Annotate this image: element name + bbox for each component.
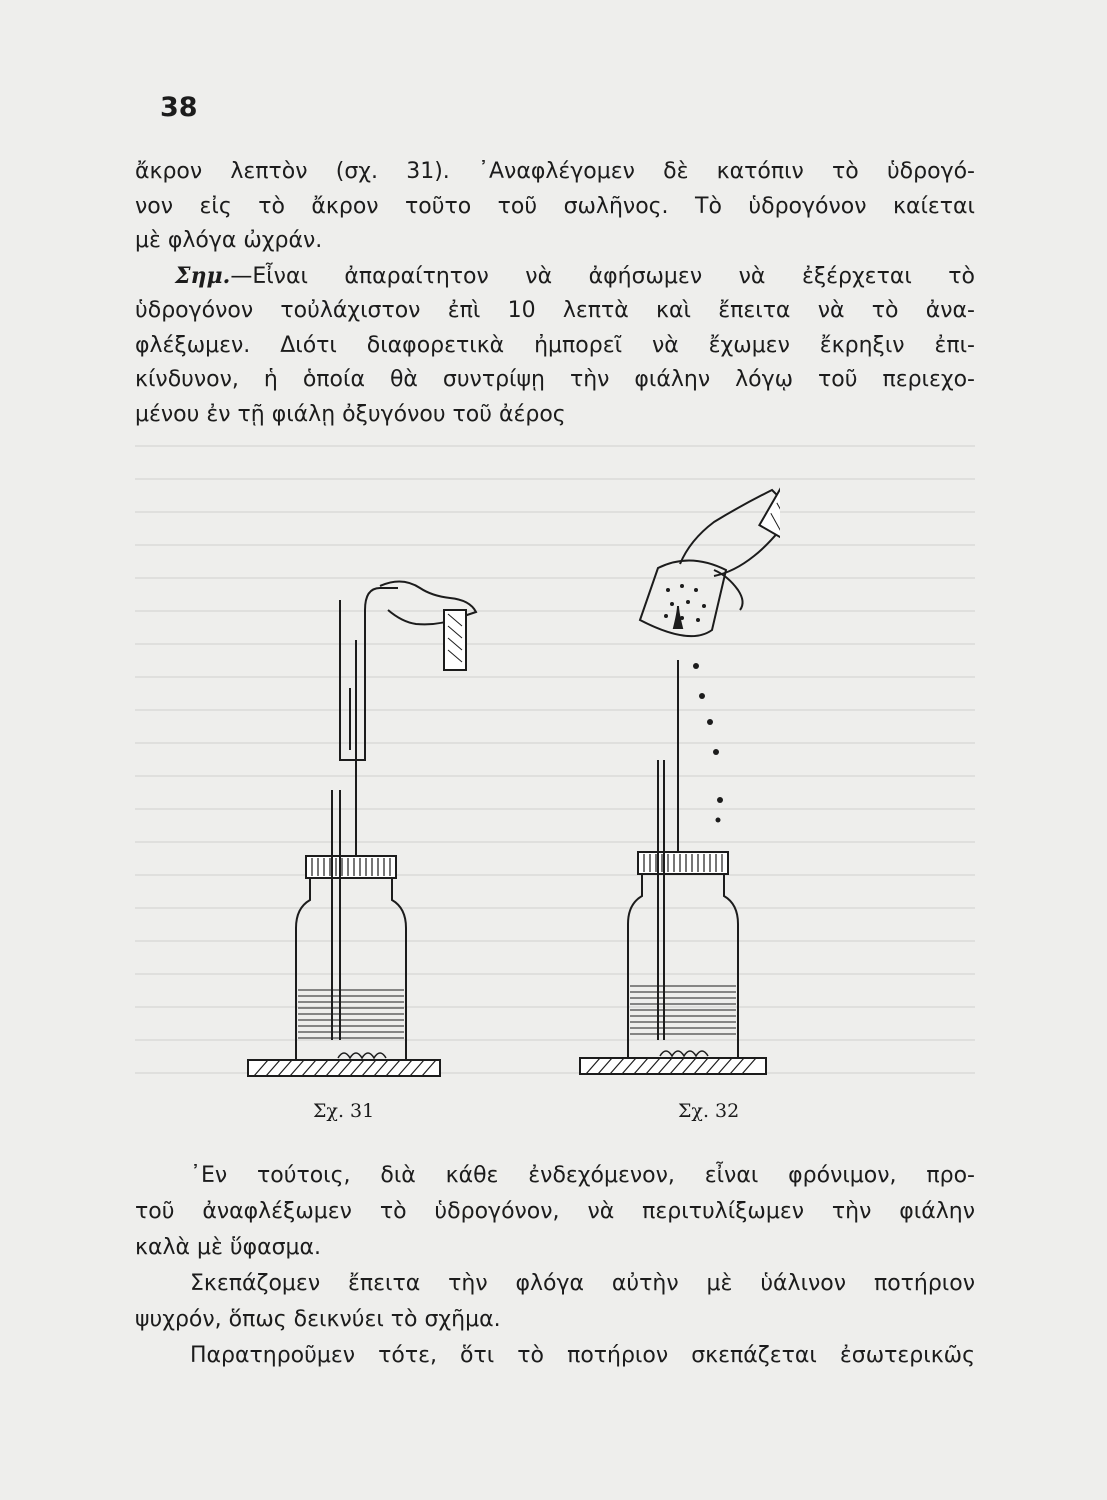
text-line: ὑδρογόνον τοὐλάχιστον ἐπὶ 10 λεπτὰ καὶ ἔπειτα νὰ τὸ ἀνα- bbox=[135, 298, 975, 323]
figure-31-drawing bbox=[248, 581, 476, 1076]
text-line: Παρατηροῦμεν τότε, ὅτι τὸ ποτήριον σκεπάζεται ἐσωτερικῶς bbox=[190, 1343, 975, 1368]
text-line: Σκεπάζομεν ἔπειτα τὴν φλόγα αὐτὴν μὲ ὑάλινον ποτήριον bbox=[190, 1271, 975, 1296]
figure-31-caption: Σχ. 31 bbox=[313, 1100, 375, 1122]
note-line bbox=[135, 259, 975, 295]
figure-illustrations bbox=[220, 460, 780, 1130]
figure-32-caption: Σχ. 32 bbox=[678, 1100, 740, 1122]
text-line: νον εἰς τὸ ἄκρον τοῦτο τοῦ σωλῆνος. Τὸ ὑδρογόνον καίεται bbox=[135, 193, 975, 219]
text-line: μὲ φλόγα ὠχράν. bbox=[135, 228, 323, 253]
text-line: ψυχρόν, ὅπως δεικνύει τὸ σχῆμα. bbox=[135, 1307, 501, 1332]
text-line: μένου ἐν τῇ φιάλῃ ὀξυγόνου τοῦ ἀέρος bbox=[135, 401, 566, 427]
text-line: φλέξωμεν. Διότι διαφορετικὰ ἠμπορεῖ νὰ ἔχωμεν ἔκρηξιν ἐπι- bbox=[135, 332, 975, 358]
page-number: 38 bbox=[160, 92, 198, 123]
figure-32-drawing bbox=[580, 475, 780, 1074]
note-label: Σημ. bbox=[175, 262, 231, 289]
experiment-drawing bbox=[220, 460, 780, 1100]
text-line: κίνδυνον, ἡ ὁποία θὰ συντρίψῃ τὴν φιάλην λόγῳ τοῦ περιεχο- bbox=[135, 367, 975, 392]
paragraph-2 bbox=[135, 1158, 975, 1374]
text-line: τοῦ ἀναφλέξωμεν τὸ ὑδρογόνον, νὰ περιτυλίξωμεν τὴν φιάλην bbox=[135, 1199, 975, 1224]
text-line: ᾿Εν τούτοις, διὰ κάθε ἐνδεχόμενον, εἶναι φρόνιμον, προ- bbox=[190, 1163, 975, 1188]
paragraph-1 bbox=[135, 155, 975, 432]
note-text: —Εἶναι ἀπαραίτητον νὰ ἀφήσωμεν νὰ ἐξέρχεται τὸ bbox=[230, 263, 975, 289]
text-line: καλὰ μὲ ὕφασμα. bbox=[135, 1235, 322, 1260]
text-line: ἄκρον λεπτὸν (σχ. 31). ᾿Αναφλέγομεν δὲ κατόπιν τὸ ὑδρογό- bbox=[135, 159, 975, 184]
